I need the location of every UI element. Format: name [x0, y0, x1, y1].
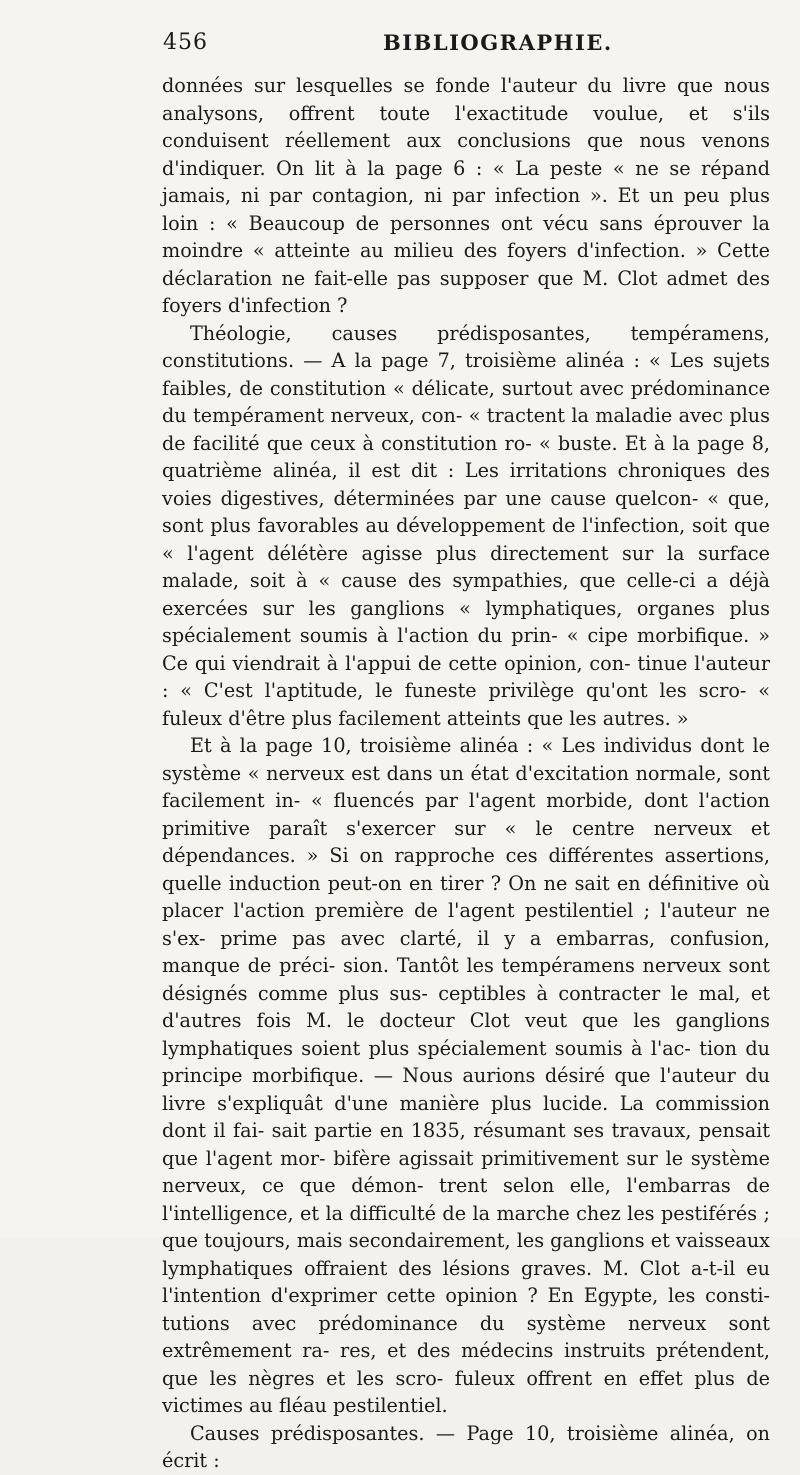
page-header [163, 30, 770, 60]
paragraph-2: Théologie, causes prédisposantes, tempéramens, constitutions. — A la page 7, troisième alinéa : « Les sujets faibles, de constitution « délicate, surtout avec prédominance du tempérament nerveux, con- « tractent la maladie avec plus de facilité que ceux à constitution ro- « buste. Et à la page 8, quatrième alinéa, il est dit : Les irritations chroniques des voies digestives, déterminées par une cause quelcon- « que, sont plus favorables au développement de l'infection, soit que « l'agent délétère agisse plus directement sur la surface malade, soit à « cause des sympathies, que celle-ci a déjà exercées sur les ganglions « lymphatiques, organes plus spécialement soumis à l'action du prin- « cipe morbifique. » Ce qui viendrait à l'appui de cette opinion, con- tinue l'auteur : « C'est l'aptitude, le funeste privilège qu'ont les scro- « fuleux d'être plus facilement atteints que les autres. » [162, 321, 770, 730]
body-text [162, 72, 770, 1475]
paragraph-3: Et à la page 10, troisième alinéa : « Les individus dont le système « nerveux est dans un état d'excitation normale, sont facilement in- « fluencés par l'agent morbide, dont l'action primitive paraît s'exercer sur « le centre nerveux et dépendances. » Si on rapproche ces différentes assertions, quelle induction peut-on en tirer ? On ne sait en définitive où placer l'action première de l'agent pestilentiel ; l'auteur ne s'ex- prime pas avec clarté, il y a embarras, confusion, manque de préci- sion. Tantôt les tempéramens nerveux sont désignés comme plus sus- ceptibles à contracter le mal, et d'autres fois M. le docteur Clot veut que les ganglions lymphatiques soient plus spécialement soumis à l'ac- tion du principe morbifique. — Nous aurions désiré que l'auteur du livre s'expliquât d'une manière plus lucide. La commission dont il fai- sait partie en 1835, résumant ses travaux, pensait que l'agent mor- bifère agissait primitivement sur le système nerveux, ce que démon- trent selon elle, l'embarras de l'intelligence, et la difficulté de la marche chez les pestiférés ; que toujours, mais secondairement, les ganglions et vaisseaux lymphatiques offraient des lésions graves. M. Clot a-t-il eu l'intention d'exprimer cette opinion ? En Egypte, les consti- tutions avec prédominance du système nerveux sont extrêmement ra- res, et des médecins instruits prétendent, que les nègres et les scro- fuleux offrent en effet plus de victimes au fléau pestilentiel. [162, 734, 770, 1417]
paragraph-4: Causes prédisposantes. — Page 10, troisième alinéa, on écrit : [162, 1421, 770, 1472]
running-title: BIBLIOGRAPHIE. [383, 30, 613, 55]
paragraph-1: données sur lesquelles se fonde l'auteur du livre que nous analysons, offrent toute l'exactitude voulue, et s'ils conduisent réellement aux conclusions que nous venons d'indiquer. On lit à la page 6 : « La peste « ne se répand jamais, ni par contagion, ni par infection ». Et un peu plus loin : « Beaucoup de personnes ont vécu sans éprouver la moindre « atteinte au milieu des foyers d'infection. » Cette déclaration ne fait-elle pas supposer que M. Clot admet des foyers d'infection ? [162, 74, 770, 317]
page-number: 456 [163, 30, 208, 55]
